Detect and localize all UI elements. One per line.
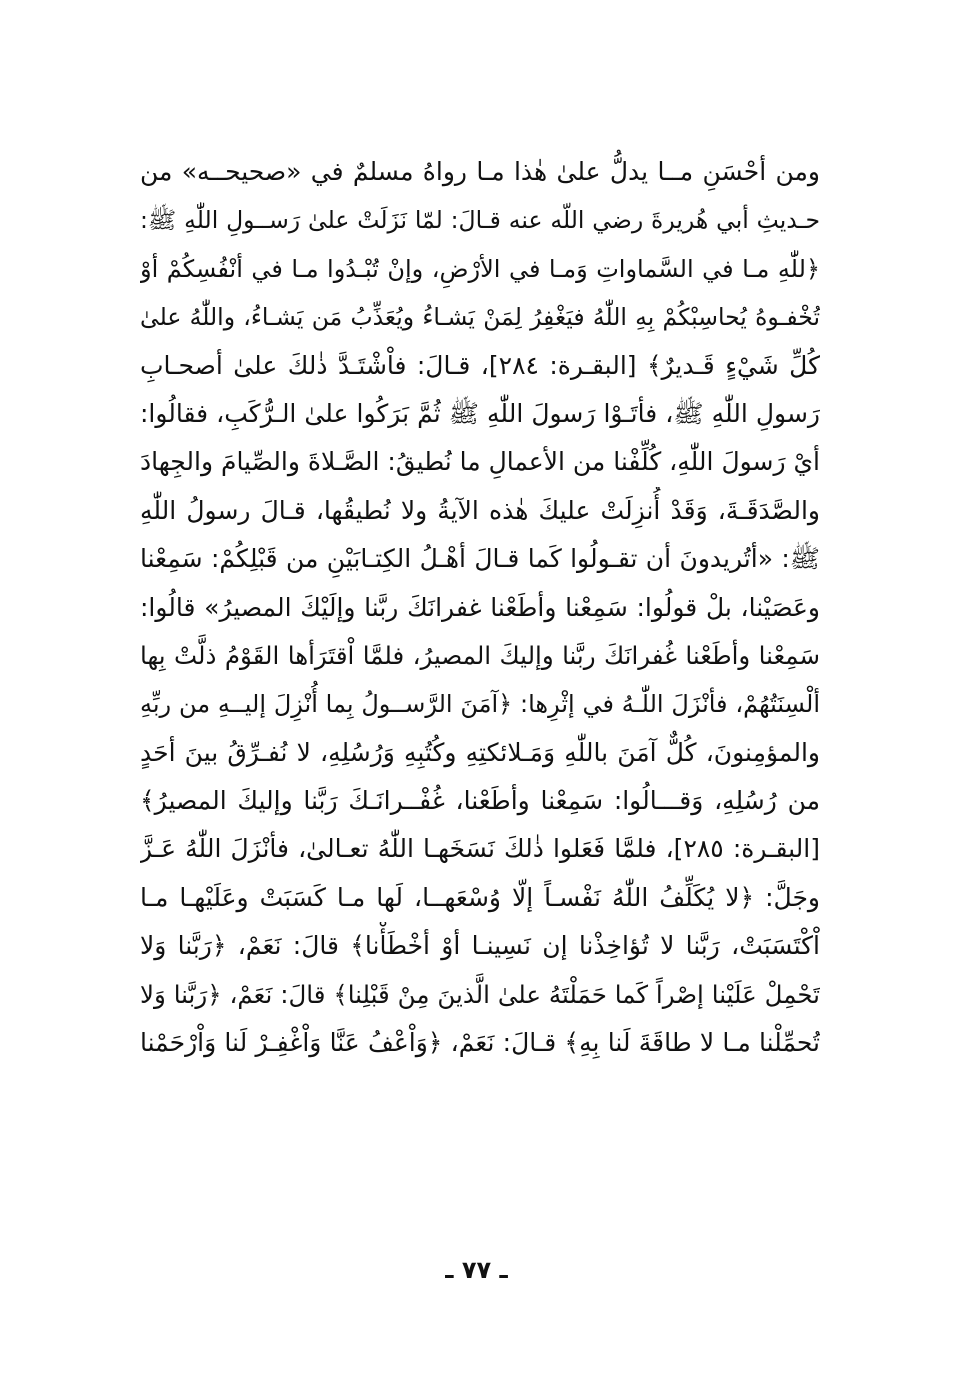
text-line: والصَّدَقَـةَ، وَقَدْ أُنزِلَتْ عليكَ هٰذه الآيةُ ولا نُطيقُها، قـالَ رسولُ اللّٰهِ xyxy=(140,495,820,525)
text-line: ومن أحْسَنِ مــا يدلُّ علىٰ هٰذا مـا رواهُ مسلمٌ في «صحيحــه» من xyxy=(140,157,820,186)
text-line: ﴿للّٰهِ مـا في السَّماواتِ وَمـا في الأرْضِ، وإنْ تُبْـدُوا مـا في أنْفُسِكُمْ أوْ xyxy=(140,254,820,283)
text-line: وجَلَّ: ﴿لا يُكَلِّفُ اللّٰهُ نَفْسـاً إلّا وُسْعَهــا، لَها مـا كَسَبَتْ وعَلَيْهـا مـا xyxy=(140,882,820,912)
text-line: حـديثِ أبي هُريرةَ رضي اللّه عنه قـالَ: لمّا نَزَلَتْ علىٰ رَســولِ اللّٰهِ ﷺ: xyxy=(140,206,820,235)
text-line: ﷺ: «أتُريدونَ أن تقـولُوا كَما قـالَ أهْـلُ الكِتـابَيْنِ من قَبْلِكُمْ: سَمِعْنا xyxy=(140,544,820,574)
text-line: أيْ رَسولَ اللّٰهِ، كُلِّفْنا من الأعمالِ ما نُطيقُ: الصَّـلاةَ والصِّيامَ والجِهادَ xyxy=(140,447,820,477)
text-line: اْكْتَسَبَتْ، رَبَّنا لا تُؤاخِذْنا إن نَسِينـا أوْ أخْطَأْنا﴾ قالَ: نَعَمْ، ﴿رَبَّنا وَلا xyxy=(140,931,820,961)
text-line: تَحْمِلْ عَلَيْنا إصْراً كَما حَمَلْتَهُ علىٰ الَّذينَ مِنْ قَبْلِنا﴾ قالَ: نَعَمْ، ﴿رَبَّنا وَلا xyxy=(140,979,820,1009)
text-line: وعَصَيْنا، بلْ قولُوا: سَمِعْنا وأطَعْنا غفرانَكَ ربَّنا وإلَيْكَ المصيرُ» قالُوا: xyxy=(140,592,820,622)
text-line: كُلِّ شَيْءٍ قَـديرٌ﴾ [البقـرة: ٢٨٤]، قـالَ: فاْشْتَـدَّ ذٰلكَ علىٰ أصحـابِ xyxy=(140,350,820,380)
text-line: تُحمِّلْنا مـا لا طاقَةَ لَنا بِهِ﴾ قـالَ: نَعَمْ، ﴿وَاْعْفُ عَنَّا وَاْغْفِـرْ لَنا وَاْرْحَمْنا xyxy=(140,1028,820,1058)
text-line: ألْسِنَتُهُمْ، فأنْزَلَ اللّٰـهُ في إثْرِها: ﴿آمَنَ الرَّســولُ بِما أُنْزِلَ إليــهِ من ربِّهِ xyxy=(140,690,820,719)
text-line: سَمِعْنا وأطَعْنا غُفرانَكَ ربَّنا وإليكَ المصيرُ، فلمَّا اْقتَرَأها القَوْمُ ذلَّتْ بِها xyxy=(140,640,820,670)
text-line: من رُسُلِهِ، وَقـــالُوا: سَمِعْنا وأطَعْنا، غُفْــرانَـكَ رَبَّنا وإليكَ المصيرُ﴾ xyxy=(140,786,820,816)
text-line: رَسولِ اللّٰهِ ﷺ، فأتَـوْا رَسولَ اللّٰهِ ﷺ ثُمَّ بَرَكُوا علىٰ الـرُّكَبِ، فقالُوا: xyxy=(140,398,820,428)
text-line: تُخْفـوهُ يُحاسِبْكُمْ بِهِ اللّٰهُ فيَغْفِرُ لِمَنْ يَشـاءُ ويُعَذِّبُ مَن يَشـاءُ، واللّٰهُ علىٰ xyxy=(140,303,820,332)
body-text xyxy=(140,148,820,1067)
page-number: ـ ٧٧ ـ xyxy=(445,1256,508,1284)
text-line: والمؤمِنونَ، كُلٌّ آمَنَ باللّٰهِ وَمَـلائكتِهِ وكُتُبِهِ وَرُسُلِهِ، لا نُفـرِّقُ بينَ أحَدٍ xyxy=(140,737,820,767)
text-line: [البقـرة: ٢٨٥]، فلمَّا فَعَلوا ذٰلكَ نَسَخَهـا اللّٰهُ تعـالىٰ، فأنْزَلَ اللّٰهُ عَـزَّ xyxy=(140,834,820,864)
